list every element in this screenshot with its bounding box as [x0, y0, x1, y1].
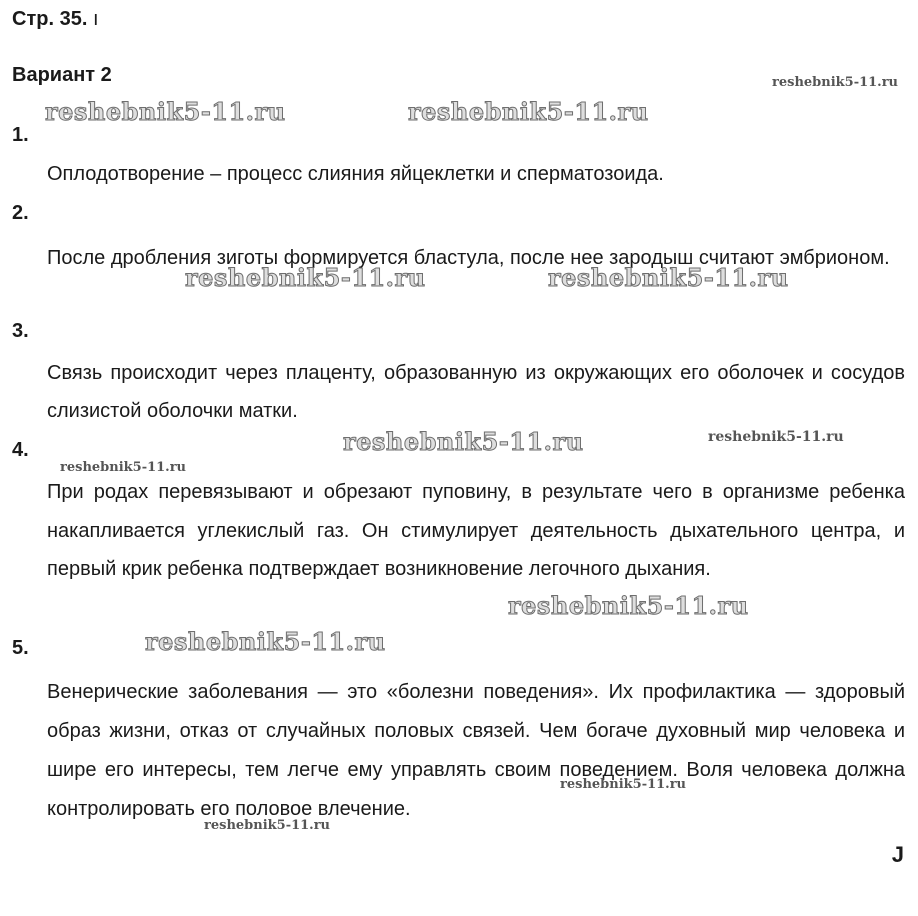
watermark: reshebnik5-11.ru [508, 591, 749, 620]
answer-text: Оплодотворение – процесс слияния яйцеклетки и сперматозоида. [47, 163, 664, 185]
question-number: 2. [12, 202, 29, 224]
watermark: reshebnik5-11.ru [408, 97, 649, 126]
answer-text: Связь происходит через плаценту, образованную из окружающих его оболочек и сосудов слизистой оболочки матки. [47, 362, 905, 422]
answer-text: Венерические заболевания — это «болезни поведения». Их профилактика — здоровый образ жизни, отказ от случайных половых связей. Чем богаче духовный мир человека и шире его интересы, тем легче ему управлять своим поведением. Воля человека должна контролировать его половое влечение. [47, 681, 905, 820]
question-number: 4. [12, 439, 29, 461]
watermark: reshebnik5-11.ru [204, 818, 331, 833]
corner-mark: J [891, 842, 904, 867]
variant-title: Вариант 2 [12, 64, 112, 86]
watermark: reshebnik5-11.ru [708, 429, 844, 445]
answer-text: При родах перевязывают и обрезают пуповину, в результате чего в организме ребенка накапливается углекислый газ. Он стимулирует деятельность дыхательного центра, и первый крик ребенка подтверждает возникновение легочного дыхания. [47, 481, 905, 580]
watermark: reshebnik5-11.ru [772, 75, 899, 90]
watermark: reshebnik5-11.ru [60, 460, 187, 475]
watermark: reshebnik5-11.ru [343, 427, 584, 456]
question-number: 1. [12, 124, 29, 146]
answer-text: После дробления зиготы формируется бластула, после нее зародыш считают эмбрионом. [47, 247, 890, 269]
watermark: reshebnik5-11.ru [560, 777, 687, 792]
page-label-suffix: ı [92, 8, 99, 30]
watermark: reshebnik5-11.ru [185, 263, 426, 292]
page-header [12, 8, 99, 31]
page-label: Стр. 35. [12, 8, 88, 30]
question-number: 3. [12, 320, 29, 342]
watermark: reshebnik5-11.ru [45, 97, 286, 126]
watermark: reshebnik5-11.ru [145, 627, 386, 656]
watermark: reshebnik5-11.ru [548, 263, 789, 292]
question-number: 5. [12, 637, 29, 659]
